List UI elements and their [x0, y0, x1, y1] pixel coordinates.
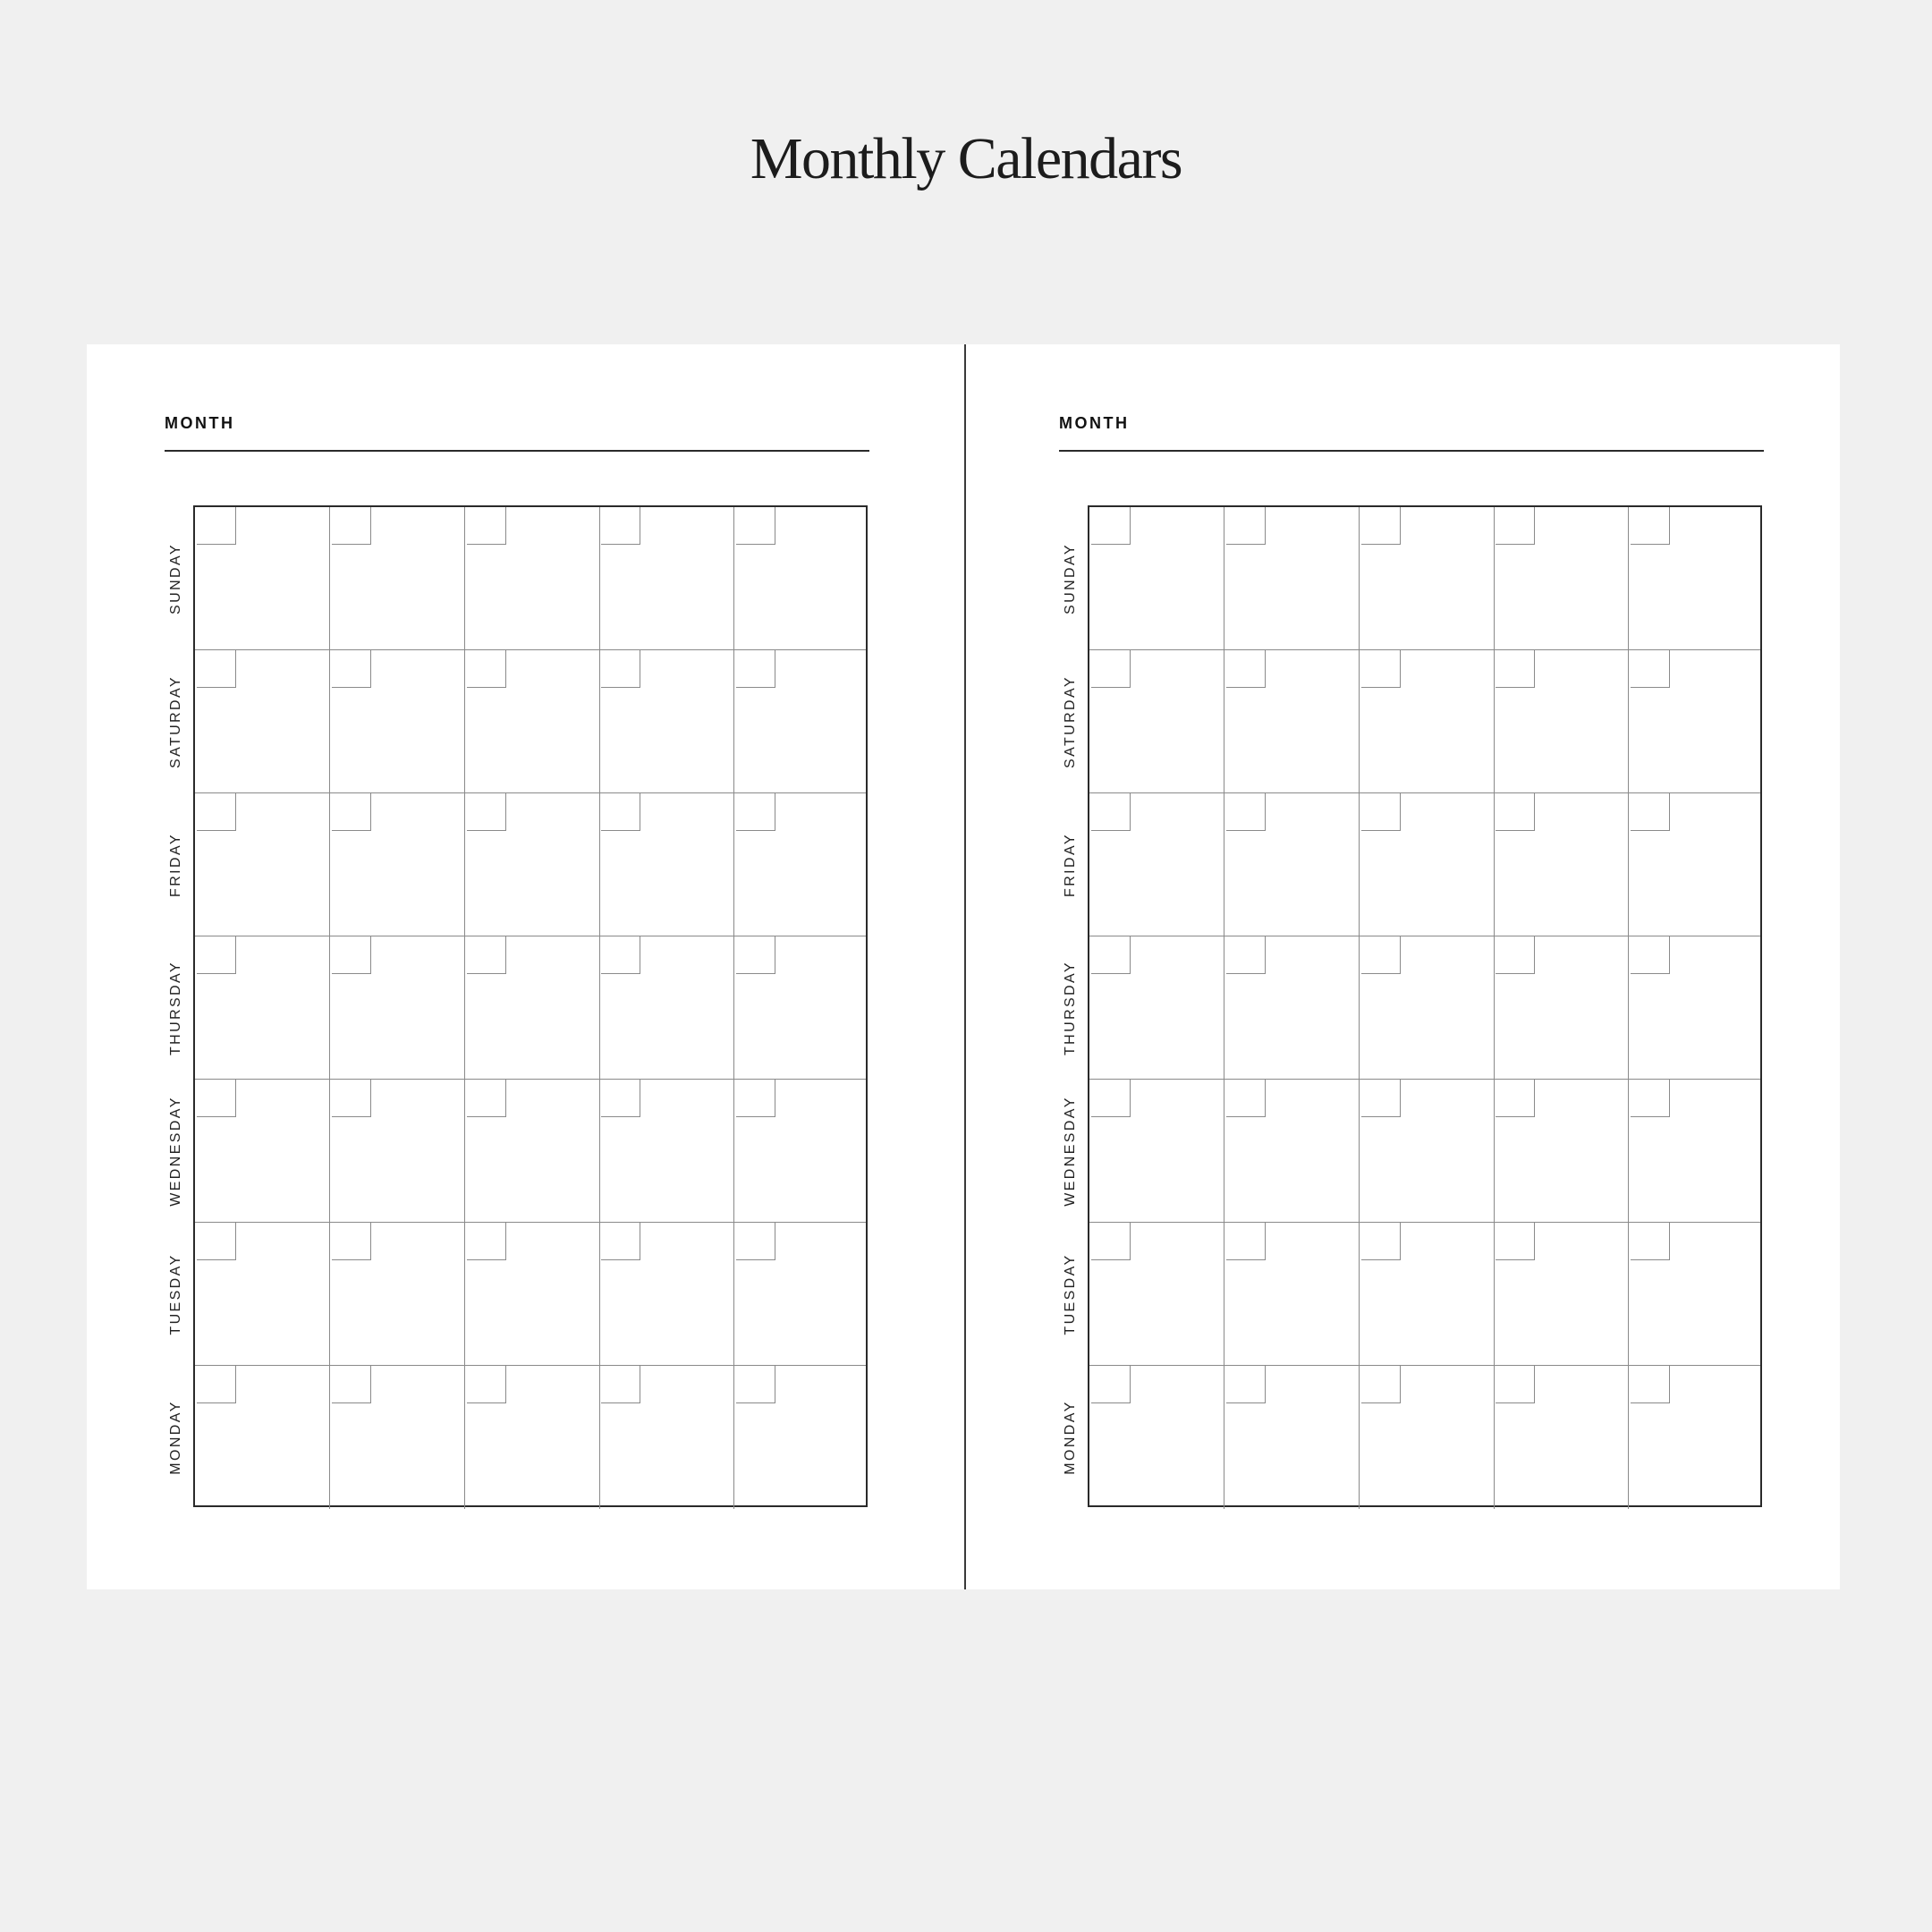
date-number-box[interactable] — [1226, 650, 1266, 688]
date-number-box[interactable] — [1226, 1080, 1266, 1117]
day-cell[interactable] — [1360, 1080, 1495, 1223]
date-number-box[interactable] — [1631, 507, 1670, 545]
date-number-box[interactable] — [1361, 1223, 1401, 1260]
date-number-box[interactable] — [197, 507, 236, 545]
day-cell[interactable] — [195, 1080, 330, 1223]
day-cell[interactable] — [1629, 507, 1760, 650]
date-number-box[interactable] — [1226, 1366, 1266, 1403]
day-label-text: FRIDAY — [1063, 833, 1078, 897]
day-cell[interactable] — [465, 1223, 600, 1366]
day-cell[interactable] — [195, 793, 330, 936]
day-cell[interactable] — [330, 793, 465, 936]
date-number-box[interactable] — [332, 936, 371, 974]
day-cell[interactable] — [330, 650, 465, 793]
day-cell[interactable] — [1629, 1223, 1760, 1366]
day-cell[interactable] — [1494, 507, 1629, 650]
day-label-text: THURSDAY — [1063, 960, 1078, 1056]
date-number-box[interactable] — [197, 1223, 236, 1260]
date-number-box[interactable] — [197, 793, 236, 831]
date-number-box[interactable] — [1496, 507, 1535, 545]
day-cell[interactable] — [1360, 1366, 1495, 1509]
day-label-text: WEDNESDAY — [1063, 1096, 1078, 1207]
day-cell[interactable] — [1089, 1080, 1224, 1223]
date-number-box[interactable] — [1091, 1223, 1131, 1260]
date-number-box[interactable] — [1226, 1223, 1266, 1260]
day-cell[interactable] — [195, 650, 330, 793]
week-row-sunday — [1089, 507, 1760, 650]
date-number-box[interactable] — [601, 1366, 640, 1403]
day-cell[interactable] — [195, 1366, 330, 1509]
day-cell[interactable] — [1629, 793, 1760, 936]
day-cell[interactable] — [599, 650, 734, 793]
date-number-box[interactable] — [1226, 793, 1266, 831]
date-number-box[interactable] — [1091, 936, 1131, 974]
day-cell[interactable] — [1629, 1080, 1760, 1223]
date-number-box[interactable] — [197, 1080, 236, 1117]
day-cell[interactable] — [465, 1366, 600, 1509]
day-cell[interactable] — [1629, 650, 1760, 793]
day-cell[interactable] — [1224, 1080, 1360, 1223]
week-row-sunday — [195, 507, 866, 650]
date-number-box[interactable] — [736, 650, 775, 688]
day-cell[interactable] — [1629, 936, 1760, 1080]
date-number-box[interactable] — [467, 1223, 506, 1260]
date-number-box[interactable] — [1496, 650, 1535, 688]
day-cell[interactable] — [1494, 793, 1629, 936]
day-cell[interactable] — [734, 936, 866, 1080]
month-label: MONTH — [1059, 414, 1130, 432]
day-cell[interactable] — [734, 650, 866, 793]
date-number-box[interactable] — [736, 1080, 775, 1117]
calendar-page-right — [981, 344, 1858, 1589]
date-number-box[interactable] — [197, 936, 236, 974]
date-number-box[interactable] — [736, 936, 775, 974]
day-label-text: SATURDAY — [168, 675, 183, 768]
day-cell[interactable] — [1089, 650, 1224, 793]
day-cell[interactable] — [1360, 936, 1495, 1080]
date-number-box[interactable] — [332, 1080, 371, 1117]
day-label-text: TUESDAY — [1063, 1253, 1078, 1335]
day-cell[interactable] — [599, 507, 734, 650]
day-cell[interactable] — [465, 507, 600, 650]
date-number-box[interactable] — [332, 1366, 371, 1403]
day-label-text: TUESDAY — [168, 1253, 183, 1335]
day-label-text: SATURDAY — [1063, 675, 1078, 768]
week-row-friday — [195, 793, 866, 936]
date-number-box[interactable] — [1361, 936, 1401, 974]
date-number-box[interactable] — [467, 936, 506, 974]
planner-spread — [87, 344, 1840, 1589]
date-number-box[interactable] — [197, 1366, 236, 1403]
day-cell[interactable] — [195, 936, 330, 1080]
date-number-box[interactable] — [1496, 1366, 1535, 1403]
week-row-wednesday — [1089, 1080, 1760, 1223]
day-cell[interactable] — [1360, 793, 1495, 936]
date-number-box[interactable] — [1091, 650, 1131, 688]
date-number-box[interactable] — [1496, 1080, 1535, 1117]
day-cell[interactable] — [734, 507, 866, 650]
date-number-box[interactable] — [332, 650, 371, 688]
date-number-box[interactable] — [1361, 793, 1401, 831]
date-number-box[interactable] — [1091, 1080, 1131, 1117]
date-number-box[interactable] — [1631, 936, 1670, 974]
date-number-box[interactable] — [601, 507, 640, 545]
week-row-saturday — [195, 650, 866, 793]
week-row-wednesday — [195, 1080, 866, 1223]
day-cell[interactable] — [1089, 507, 1224, 650]
date-number-box[interactable] — [1631, 1223, 1670, 1260]
date-number-box[interactable] — [1226, 936, 1266, 974]
date-number-box[interactable] — [1496, 936, 1535, 974]
date-number-box[interactable] — [1631, 1080, 1670, 1117]
day-label-text: MONDAY — [1063, 1400, 1078, 1475]
day-cell[interactable] — [1360, 1223, 1495, 1366]
day-cell[interactable] — [465, 650, 600, 793]
date-number-box[interactable] — [1631, 793, 1670, 831]
calendar-page-left — [87, 344, 963, 1589]
page-title: Monthly Calendars — [750, 126, 1182, 191]
date-number-box[interactable] — [601, 1080, 640, 1117]
date-number-box[interactable] — [601, 1223, 640, 1260]
day-cell[interactable] — [1089, 793, 1224, 936]
date-number-box[interactable] — [467, 793, 506, 831]
day-cell[interactable] — [1089, 1366, 1224, 1509]
day-label-text: MONDAY — [168, 1400, 183, 1475]
day-label-text: SUNDAY — [1063, 543, 1078, 614]
day-cell[interactable] — [330, 1366, 465, 1509]
day-cell[interactable] — [330, 1080, 465, 1223]
day-cell[interactable] — [1494, 1080, 1629, 1223]
date-number-box[interactable] — [1631, 1366, 1670, 1403]
month-write-line[interactable] — [165, 450, 869, 452]
day-cell[interactable] — [195, 1223, 330, 1366]
date-number-box[interactable] — [332, 507, 371, 545]
date-number-box[interactable] — [332, 793, 371, 831]
spine-divider — [964, 344, 966, 1589]
day-label-text: WEDNESDAY — [168, 1096, 183, 1207]
day-cell[interactable] — [330, 1223, 465, 1366]
day-cell[interactable] — [1494, 650, 1629, 793]
week-row-monday — [195, 1366, 866, 1509]
date-number-box[interactable] — [1496, 1223, 1535, 1260]
date-number-box[interactable] — [332, 1223, 371, 1260]
day-cell[interactable] — [734, 1223, 866, 1366]
week-row-monday — [1089, 1366, 1760, 1509]
day-cell[interactable] — [1224, 1223, 1360, 1366]
day-cell[interactable] — [1224, 936, 1360, 1080]
day-cell[interactable] — [1494, 1223, 1629, 1366]
date-number-box[interactable] — [1361, 650, 1401, 688]
day-cell[interactable] — [1224, 507, 1360, 650]
date-number-box[interactable] — [197, 650, 236, 688]
day-label-text: SUNDAY — [168, 543, 183, 614]
date-number-box[interactable] — [1361, 507, 1401, 545]
day-cell[interactable] — [734, 1080, 866, 1223]
day-cell[interactable] — [599, 1366, 734, 1509]
week-row-thursday — [195, 936, 866, 1080]
day-cell[interactable] — [330, 936, 465, 1080]
date-number-box[interactable] — [601, 793, 640, 831]
day-cell[interactable] — [1494, 1366, 1629, 1509]
day-cell[interactable] — [599, 793, 734, 936]
day-cell[interactable] — [599, 1080, 734, 1223]
day-label-text: THURSDAY — [168, 960, 183, 1056]
week-row-saturday — [1089, 650, 1760, 793]
date-number-box[interactable] — [1361, 1366, 1401, 1403]
date-number-box[interactable] — [1496, 793, 1535, 831]
date-number-box[interactable] — [1091, 507, 1131, 545]
day-cell[interactable] — [599, 1223, 734, 1366]
day-cell[interactable] — [1224, 1366, 1360, 1509]
day-cell[interactable] — [1224, 793, 1360, 936]
date-number-box[interactable] — [1361, 1080, 1401, 1117]
date-number-box[interactable] — [467, 1366, 506, 1403]
month-write-line[interactable] — [1059, 450, 1764, 452]
date-number-box[interactable] — [1091, 1366, 1131, 1403]
date-number-box[interactable] — [736, 1223, 775, 1260]
day-cell[interactable] — [599, 936, 734, 1080]
date-number-box[interactable] — [736, 793, 775, 831]
day-cell[interactable] — [465, 793, 600, 936]
day-cell[interactable] — [1360, 507, 1495, 650]
day-cell[interactable] — [330, 507, 465, 650]
day-cell[interactable] — [1494, 936, 1629, 1080]
day-cell[interactable] — [1089, 936, 1224, 1080]
week-row-tuesday — [1089, 1223, 1760, 1366]
date-number-box[interactable] — [467, 650, 506, 688]
date-number-box[interactable] — [736, 1366, 775, 1403]
week-row-thursday — [1089, 936, 1760, 1080]
day-cell[interactable] — [195, 507, 330, 650]
week-row-friday — [1089, 793, 1760, 936]
day-cell[interactable] — [1629, 1366, 1760, 1509]
day-cell[interactable] — [734, 793, 866, 936]
day-cell[interactable] — [1089, 1223, 1224, 1366]
date-number-box[interactable] — [467, 507, 506, 545]
day-cell[interactable] — [465, 936, 600, 1080]
day-cell[interactable] — [1360, 650, 1495, 793]
date-number-box[interactable] — [1226, 507, 1266, 545]
week-row-tuesday — [195, 1223, 866, 1366]
date-number-box[interactable] — [467, 1080, 506, 1117]
calendar-grid — [1088, 505, 1762, 1507]
day-cell[interactable] — [1224, 650, 1360, 793]
date-number-box[interactable] — [1091, 793, 1131, 831]
day-cell[interactable] — [465, 1080, 600, 1223]
date-number-box[interactable] — [601, 650, 640, 688]
month-label: MONTH — [165, 414, 235, 432]
date-number-box[interactable] — [736, 507, 775, 545]
day-cell[interactable] — [734, 1366, 866, 1509]
day-label-text: FRIDAY — [168, 833, 183, 897]
date-number-box[interactable] — [601, 936, 640, 974]
calendar-grid — [193, 505, 868, 1507]
date-number-box[interactable] — [1631, 650, 1670, 688]
